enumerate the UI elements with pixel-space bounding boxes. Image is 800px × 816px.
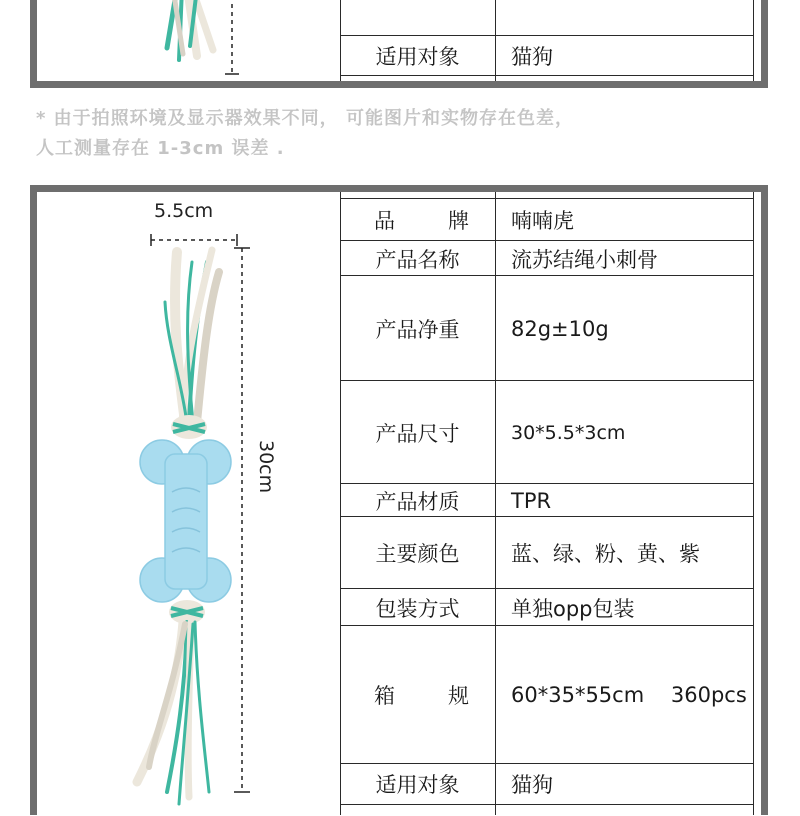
row-label: 产品净重 xyxy=(375,317,460,342)
spec-table xyxy=(340,192,754,815)
disclaimer-line-2: 人工测量存在 1-3cm 误差 . xyxy=(36,138,285,159)
table-row xyxy=(340,198,754,241)
row-value: 60*35*55cm 360pcs xyxy=(511,683,747,707)
row-label xyxy=(340,626,495,764)
row-value: 喃喃虎 xyxy=(511,209,574,233)
row-value: 30*5.5*3cm xyxy=(511,421,626,444)
label-char: 箱 xyxy=(374,684,395,708)
table-row xyxy=(340,763,754,805)
height-dimension-label: 30cm xyxy=(255,440,277,494)
label-char: 牌 xyxy=(448,209,469,233)
row-value xyxy=(511,0,754,35)
row-label: 产品名称 xyxy=(375,247,460,272)
table-row xyxy=(340,380,754,484)
row-value: 82g±10g xyxy=(511,316,609,341)
label-char: 规 xyxy=(448,684,469,708)
label-char: 品 xyxy=(374,209,395,233)
table-row xyxy=(340,588,754,626)
row-label: 包装方式 xyxy=(375,596,460,621)
table-row xyxy=(340,516,754,589)
table-row xyxy=(340,625,754,764)
spec-panel xyxy=(30,185,768,815)
table-row xyxy=(340,483,754,517)
table-row xyxy=(340,275,754,381)
top-product-image xyxy=(37,0,337,81)
table-row xyxy=(340,35,754,76)
row-value: 流苏结绳小刺骨 xyxy=(511,247,658,272)
row-label xyxy=(340,199,495,241)
bone-toy-image xyxy=(37,192,337,812)
top-spec-panel xyxy=(30,0,768,88)
row-label: 主要颜色 xyxy=(375,542,460,566)
row-value: 猫狗 xyxy=(511,44,553,69)
row-value: 猫狗 xyxy=(511,773,553,797)
table-row xyxy=(340,0,754,35)
row-label xyxy=(340,0,495,35)
disclaimer-line-1: * 由于拍照环境及显示器效果不同， 可能图片和实物存在色差， xyxy=(36,108,574,129)
product-image xyxy=(37,192,337,815)
row-label: 适用对象 xyxy=(375,773,460,797)
width-dimension-label: 5.5cm xyxy=(154,200,214,222)
top-rope-tassel-image xyxy=(37,0,337,88)
table-row xyxy=(340,240,754,276)
row-value: 蓝、绿、粉、黄、紫 xyxy=(511,542,700,566)
top-spec-table xyxy=(340,0,754,81)
row-label: 产品材质 xyxy=(375,489,460,514)
row-label: 产品尺寸 xyxy=(375,421,460,446)
row-value: TPR xyxy=(511,488,552,513)
row-value: 单独opp包装 xyxy=(511,596,635,621)
row-label: 适用对象 xyxy=(375,44,460,69)
